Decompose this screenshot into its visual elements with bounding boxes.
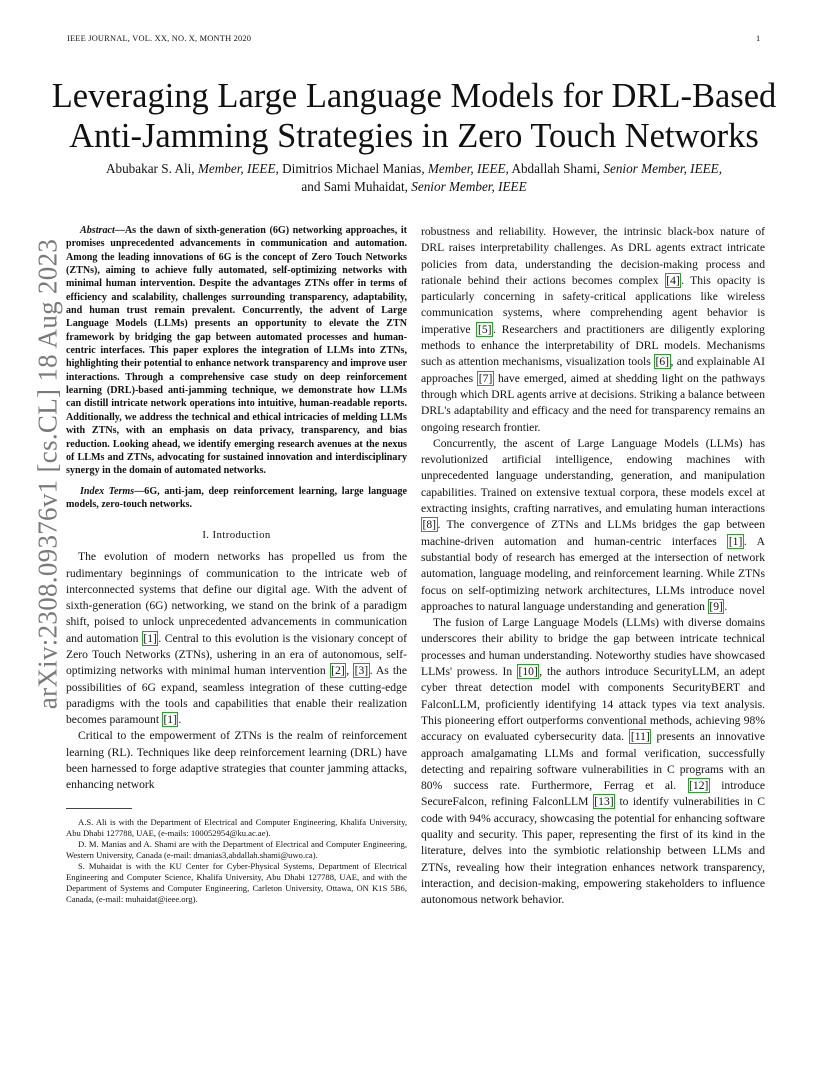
left-column xyxy=(66,224,407,905)
running-header: IEEE JOURNAL, VOL. XX, NO. X, MONTH 2020 xyxy=(67,34,252,43)
citation-link[interactable]: [8] xyxy=(422,518,437,532)
citation-link[interactable]: [7] xyxy=(478,371,493,385)
intro-paragraph-1 xyxy=(66,549,407,728)
text-run: The fusion of Large Language Models (LLMs) with diverse domains underscores their ability to bridge the gap between intricate technical processes and human understanding. Noteworthy studies have showcased LLMs' prowess. In xyxy=(421,616,765,679)
text-run: presents an innovative approach amalgamating LLMs and formal verification, successfully detecting and repairing software vulnerabilities in C programs with an 80% success rate. Furthermore, Ferrag et al. xyxy=(421,730,765,793)
intro-paragraph-2: Critical to the empowerment of ZTNs is the realm of reinforcement learning (RL). Techniques like deep reinforcement learning (DRL) have been harnessed to forge adaptive strategies that counter jamming attacks, enhancing network xyxy=(66,729,407,792)
index-terms xyxy=(66,485,407,512)
footnote-2: D. M. Manias and A. Shami are with the Department of Electrical and Computer Engineering, Western University, Canada (e-mail: dmanias3,abdallah.shami@uwo.ca). xyxy=(66,838,407,860)
abstract-label: Abstract xyxy=(80,225,115,236)
citation-link[interactable]: [1] xyxy=(163,713,177,727)
index-terms-text: —6G, anti-jam, deep reinforcement learning, large language models, zero-touch networks. xyxy=(66,485,407,510)
citation-link[interactable]: [10] xyxy=(518,665,538,679)
citation-link[interactable]: [1] xyxy=(143,631,157,645)
author-4-role: Senior Member, IEEE xyxy=(411,179,527,194)
author-4: and Sami Muhaidat, xyxy=(301,179,408,194)
right-paragraph-1 xyxy=(421,224,765,436)
citation-link[interactable]: [6] xyxy=(655,355,670,369)
citation-link[interactable]: [13] xyxy=(594,795,614,809)
paper-title xyxy=(30,76,798,156)
title-line-2: Anti-Jamming Strategies in Zero Touch Networks xyxy=(69,117,759,155)
author-3-role: Senior Member, IEEE, xyxy=(603,161,723,176)
footnote-rule xyxy=(66,808,132,817)
author-2: Dimitrios Michael Manias, xyxy=(282,161,425,176)
arxiv-stamp-text: arXiv:2308.09376v1 [cs.CL] 18 Aug 2023 xyxy=(32,238,63,710)
text-run: Concurrently, the ascent of Large Language Models (LLMs) has revolutionized artificial intelligence, endowing machines with unprecedented language understanding, generation, and manipulation capabilities. Trained on extensive textual corpora, these models excel at extracting insights, crafting narratives, and emulating human interactions xyxy=(421,436,765,516)
text-run: The evolution of modern networks has propelled us from the rudimentary beginnings of communication to the intricate web of interconnected systems that define our digital age. With the advent of sixth-generation (6G) networking, we stand on the brink of a paradigm shift, poised to unlock unprecedented advancements in communication and automation xyxy=(66,550,407,645)
text-run: , xyxy=(346,664,354,678)
citation-link[interactable]: [9] xyxy=(709,599,723,613)
text-run: to identify vulnerabilities in C code with 94% accuracy, showcasing the potential for enhancing software quality and security. This paper, representing the first of its kind in the literature, delves into the symbiotic relationship between LLMs and ZTNs, revealing how their integration enhances network transparency, interaction, and decision-making, empowering stakeholders to influence autonomous network behavior. xyxy=(421,795,766,907)
author-2-role: Member, IEEE, xyxy=(427,161,509,176)
text-run: , and explainable AI approaches xyxy=(421,355,765,385)
author-1: Abubakar S. Ali, xyxy=(105,161,195,176)
text-run: . This opacity is particularly concerning in safety-critical applications like wireless communication systems, where comprehending agent behavior is imperative xyxy=(421,273,765,336)
text-run: , the authors introduce SecurityLLM, an adept cyber threat detection model with components SecurityBERT and FalconLLM, proficiently identifying 14 attack types via text analysis. This pioneering effort outperforms conventional methods, achieving 98% accuracy on evaluated cybersecurity data. xyxy=(421,665,765,744)
citation-link[interactable]: [11] xyxy=(630,730,650,744)
text-run: . A substantial body of research has emerged at the intersection of network automation, language modeling, and reinforcement learning. While ZTNs focus on self-optimizing network architectures, LLMs introduce novel approaches to natural language understanding and generation xyxy=(421,534,766,613)
page-number: 1 xyxy=(756,34,761,43)
text-run: . The convergence of ZTNs and LLMs bridges the gap between machine-driven automation and human-centric interfaces xyxy=(421,518,765,548)
citation-link[interactable]: [5] xyxy=(477,322,492,336)
footnote-3: S. Muhaidat is with the KU Center for Cyber-Physical Systems, Department of Electrical Engineering and Computer Science, Khalifa University, Abu Dhabi 127788, UAE, and with the Department of Systems and Computer Engineering, Carleton University, Ottawa, ON K1S 5B6, Canada, (e-mail: muhaidat@ieee.org). xyxy=(66,861,407,905)
citation-link[interactable]: [2] xyxy=(331,664,345,678)
text-run: . xyxy=(178,713,182,727)
text-run: . As the possibilities of 6G expand, seamless integration of these cutting-edge paradigms with the tools and capabilities that enable their realization becomes paramount xyxy=(66,664,407,727)
author-3: Abdallah Shami, xyxy=(511,161,601,176)
index-terms-label: Index Terms xyxy=(80,485,135,497)
text-run: . Central to this evolution is the visionary concept of Zero Touch Networks (ZTNs), ushering in an era of autonomous, self-optimizing networks with minimal human intervention xyxy=(66,631,407,678)
text-run: . Researchers and practitioners are diligently exploring methods to enhance the interpretability of DRL models. Mechanisms such as attention mechanisms, visualization tools xyxy=(421,322,765,369)
text-run: robustness and reliability. However, the intrinsic black-box nature of DRL raises interpretability challenges. As DRL agents extract intricate policies from data, understanding the decision-making process and rationale behind their actions becomes complex xyxy=(421,225,765,287)
right-column xyxy=(421,224,765,908)
title-line-1: Leveraging Large Language Models for DRL-Based xyxy=(51,77,777,115)
text-run: . xyxy=(724,599,728,613)
abstract-text: —As the dawn of sixth-generation (6G) networking approaches, it promises unprecedented advancements in communication and automation. Among the leading innovations of 6G is the concept of Zero Touch Networks (ZTNs), aiming to achieve fully automated, self-optimizing networks with minimal human intervention. Despite the advantages ZTNs offer in terms of efficiency and scalability, challenges surrounding transparency, adaptability, and human trust remain prevalent. Concurrently, the advent of Large Language Models (LLMs) presents an opportunity to elevate the ZTN framework by bridging the gap between automated processes and human-centric interfaces. This paper explores the integration of LLMs into ZTNs, highlighting their potential to enhance network transparency and improve user interactions. Through a comprehensive case study on deep reinforcement learning (DRL)-based anti-jamming technique, we demonstrate how LLMs can distill intricate network operations into intuitive, human-readable reports. Additionally, we address the technical and ethical intricacies of melding LLMs with ZTNs, with an emphasis on data privacy, transparency, and bias reduction. Looking ahead, we identify emerging research avenues at the nexus of LLMs and ZTNs, advocating for sustained innovation and interdisciplinary synergy in the domain of automated networks. xyxy=(66,225,407,477)
author-list xyxy=(40,160,788,196)
right-paragraph-2 xyxy=(421,436,765,615)
citation-link[interactable]: [1] xyxy=(728,534,743,548)
author-1-role: Member, IEEE, xyxy=(197,161,279,176)
text-run: have emerged, aimed at shedding light on the pathways through which DRL agents arrive at decisions. Striking a balance between DRL's adaptability and efficacy and the need for transparency remains an ongoing research frontier. xyxy=(421,371,765,434)
abstract xyxy=(66,224,407,478)
section-heading-introduction: I. Introduction xyxy=(202,529,271,542)
citation-link[interactable]: [3] xyxy=(354,664,369,678)
citation-link[interactable]: [12] xyxy=(689,779,709,793)
right-paragraph-3 xyxy=(421,615,765,908)
citation-link[interactable]: [4] xyxy=(666,273,680,287)
text-run: introduce SecureFalcon, refining FalconLLM xyxy=(421,779,765,809)
footnote-1: A.S. Ali is with the Department of Electrical and Computer Engineering, Khalifa University, Abu Dhabi 127788, UAE, (e-mails: 100052954@ku.ac.ae). xyxy=(66,816,407,838)
